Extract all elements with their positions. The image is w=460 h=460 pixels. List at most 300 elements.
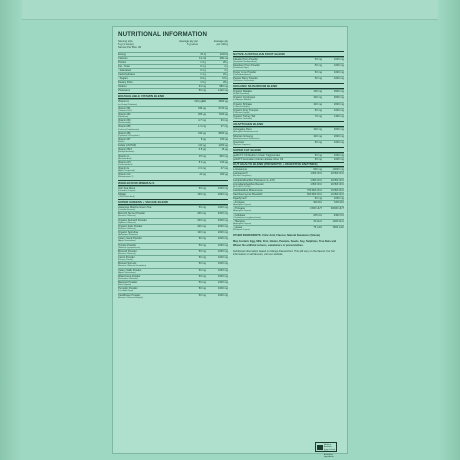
row-name: Vitamin B5 xyxy=(118,125,131,129)
row-subname: (Ascorbic Acid) xyxy=(118,157,132,160)
row-per-serve: 1 Bill CFU xyxy=(310,172,322,176)
row-per-100g: 2 g xyxy=(224,69,228,73)
row-per-serve: 14 cal xyxy=(199,57,206,61)
gut-row xyxy=(233,167,344,171)
row-per-serve: 360 DU xyxy=(313,201,322,205)
servings-per-box: Serves Per Box: 20 xyxy=(118,46,142,49)
row-subname: (Cordyceps Militaris) xyxy=(233,99,252,102)
other-ingredients: OTHER INGREDIENTS: Citric Acid, Flavour, Natural Sweetener (Stevia) xyxy=(233,234,320,238)
row-subname: (Chondrus Crispus) xyxy=(118,189,136,192)
row-name: Organic Spinach Powder xyxy=(118,218,147,222)
vitamins-row xyxy=(118,172,228,178)
row-per-serve: 15 mg xyxy=(198,154,206,158)
row-subname: (Camellia Sinensis) xyxy=(118,209,136,212)
row-per-100g: 1000 mg xyxy=(217,268,228,272)
greens-row xyxy=(118,205,228,211)
row-per-100g: 400 µg xyxy=(220,173,228,177)
row-per-100g: 1500 LAU xyxy=(332,226,344,230)
row-name: - Cellulase xyxy=(233,213,246,217)
row-per-serve: 500 mg xyxy=(313,168,322,172)
fruits-row xyxy=(233,70,344,76)
row-subname: (>20% Fulvic Acid) xyxy=(118,195,135,198)
row-per-serve: 200 mg xyxy=(197,218,206,222)
row-per-serve: 50 mg xyxy=(198,256,206,260)
row-name: Watercress Powder xyxy=(118,274,141,278)
row-name: DigeZyme® xyxy=(233,196,247,200)
fruit-header: NATIVE AUSTRALIAN FRUIT BLEND xyxy=(233,51,344,57)
minerals-row xyxy=(118,186,228,192)
row-per-serve: 50 mg xyxy=(314,140,322,144)
gut-row xyxy=(233,171,344,177)
row-per-100g: 1000 mg xyxy=(333,64,344,68)
adaptogens-row xyxy=(233,127,344,133)
row-subname: (Pyridoxal 5-Phosphate) xyxy=(118,134,140,137)
row-per-100g: 1000 mg xyxy=(217,243,228,247)
row-per-serve: 50 mg xyxy=(198,237,206,241)
nutrition-row xyxy=(118,72,228,76)
row-name: Organic Cordyceps xyxy=(233,96,256,100)
row-name: Siberian Ginseng xyxy=(233,134,253,138)
row-per-100g: 1000 mg xyxy=(217,186,228,190)
may-contain: May Contain: Egg, Milk, Fish, Gluten, Peanuts, Seeds, Soy, Sulphites, Tree Nuts and Wheat. No artificial colours, sweeteners or preservatives. xyxy=(233,240,337,247)
row-name: Folate (l-MTHF) xyxy=(118,144,137,148)
row-subname: (Biotin) xyxy=(118,141,125,144)
nutrition-row xyxy=(118,80,228,84)
row-subname: (as Retinyl Palmitate) xyxy=(118,103,138,106)
row-subname: (Brassica Oleracea Gemmifera) xyxy=(118,265,147,268)
row-per-serve: 125 mg xyxy=(313,90,322,93)
row-name: Beetroot Powder xyxy=(118,281,138,285)
left-column xyxy=(118,40,228,299)
row-subname: (Nicotinamide) xyxy=(118,122,131,125)
row-per-100g: 16 µg xyxy=(221,148,228,152)
nutrition-panel xyxy=(112,26,348,459)
row-name: Organic King Trumpet xyxy=(233,108,259,112)
kangaroo-icon xyxy=(317,445,323,450)
row-per-serve: 50 mg xyxy=(314,70,322,74)
row-per-serve: 2.3 mg xyxy=(198,167,206,171)
row-name: Vitamin B7 xyxy=(118,137,131,141)
row-subname: (Aspergillus Oryzae) xyxy=(233,204,252,207)
row-name: - Amylase xyxy=(233,201,245,205)
row-per-serve: 366 µg xyxy=(198,112,206,116)
row-per-100g: 20 Bill CFU xyxy=(330,182,344,186)
row-subname: (Brassica Oleracea) xyxy=(118,215,136,218)
row-per-serve: 56 mg xyxy=(198,89,206,93)
row-subname: (Menaquinone-7) xyxy=(118,176,134,179)
row-subname: (Spinacia Oleracea) xyxy=(118,221,136,224)
row-name: Vitamin B1 xyxy=(118,106,131,110)
row-per-serve: 0.1 g xyxy=(200,69,206,73)
row-per-serve: 1.1 g xyxy=(200,73,206,77)
row-per-serve: 113 µg xyxy=(198,144,206,148)
greens-row xyxy=(118,268,228,274)
row-per-serve: 50 mg xyxy=(314,58,322,61)
row-per-100g: 6720 µg xyxy=(218,106,228,110)
row-per-100g: 1000 mg xyxy=(333,76,344,80)
serving-size-label: Serving size xyxy=(118,40,133,43)
row-name: Finger Lime Powder xyxy=(233,70,257,74)
vitamins-row xyxy=(118,99,228,105)
row-per-100g: 1000 mg xyxy=(217,281,228,285)
row-per-100g: 7200 DU xyxy=(333,201,344,205)
fat-table xyxy=(233,153,344,161)
row-name: Organic Spirulina xyxy=(118,231,138,235)
row-per-100g: 2000 mg xyxy=(217,192,228,196)
row-name: Astragalus Root xyxy=(233,128,252,132)
row-per-100g: 680 mg xyxy=(219,85,228,89)
row-per-serve: 50 mg xyxy=(198,287,206,291)
row-name: - Saturated xyxy=(118,69,131,73)
row-subname: (Brassica Oleracea) xyxy=(118,252,136,255)
row-per-100g: 20 Bill CFU xyxy=(330,172,344,176)
row-subname: (Nasturtium Officinale) xyxy=(118,277,138,280)
row-subname: (Cucurbita Pepo) xyxy=(118,290,134,293)
row-subname: (Aspergillus Oryzae) xyxy=(233,210,252,213)
row-name: Organic Turkey Tail xyxy=(233,115,256,118)
row-per-100g: 2000 mg xyxy=(333,134,344,138)
row-per-serve: 50 mg xyxy=(198,206,206,210)
row-per-100g: 4000 mg xyxy=(217,218,228,222)
col-serve-2: 5 g serve xyxy=(186,43,198,46)
row-name: Organic Maitake xyxy=(233,90,252,93)
mineral-table xyxy=(118,186,228,199)
row-subname: (Grifola Frondosa) xyxy=(233,93,250,96)
row-per-100g: 280 cal xyxy=(219,57,228,61)
row-name: Vitamin B6 xyxy=(118,131,131,135)
row-per-serve: 1500 HUT xyxy=(310,207,322,211)
row-per-100g: 1000 mg xyxy=(333,108,344,112)
row-subname: (Trichoderma Longibrachiatum) xyxy=(233,216,261,219)
row-subname: (Sophora Japonica) xyxy=(233,143,251,146)
row-per-100g: 1000 mg xyxy=(333,154,344,157)
vitamin-header: BIOAVAILABLE VITAMIN BLEND xyxy=(118,93,228,99)
row-per-100g: 160 µg xyxy=(220,137,228,141)
vitamins-row xyxy=(118,118,228,124)
row-per-100g: 27 mg xyxy=(220,125,228,129)
row-per-100g: 1220 kj xyxy=(219,53,228,56)
fruits-row xyxy=(233,57,344,63)
fruit-table xyxy=(233,57,344,82)
row-per-100g: 1000 mg xyxy=(333,196,344,200)
row-subname: (Eleutherococcus Senticosus) xyxy=(233,137,260,140)
row-per-serve: 200 mg xyxy=(197,212,206,216)
row-per-serve: 500 Mill CFU xyxy=(307,192,322,196)
row-name: Vitamin E xyxy=(118,167,130,171)
row-per-100g: 47 mg xyxy=(220,167,228,171)
greens-row xyxy=(118,286,228,292)
row-subname: (NCC ATCC 55730) xyxy=(233,185,251,188)
mushroom-header: ORGANIC MUSHROOM BLEND xyxy=(233,83,344,89)
badge-text: Made in Australia from at least 80% Australian ingredients xyxy=(324,444,336,459)
row-per-serve: 75 LAU xyxy=(313,226,322,230)
made-in-australia-badge xyxy=(315,442,337,459)
row-name: Celery Stalk Powder xyxy=(118,268,142,272)
row-name: Sodium xyxy=(118,85,127,89)
row-per-100g: 7320 µg xyxy=(218,112,228,116)
mushroom-table xyxy=(233,89,344,120)
row-per-100g: 1000 mg xyxy=(333,70,344,74)
row-per-100g: 1000 mg xyxy=(217,274,228,278)
nutrition-row xyxy=(118,68,228,72)
row-per-100g: 1000 mg xyxy=(333,140,344,144)
fat-header: SUPER FAT BLEND xyxy=(233,147,344,153)
row-per-100g: 2500 mg xyxy=(333,90,344,93)
vitamin-table xyxy=(118,99,228,178)
row-per-100g: 4000 mg xyxy=(217,224,228,228)
row-per-100g: 1000 mg xyxy=(217,293,228,297)
row-name: Lactospore® xyxy=(233,172,248,176)
row-per-100g: 29 g xyxy=(222,81,228,85)
box-side-left xyxy=(0,0,22,460)
gut-row xyxy=(233,182,344,188)
row-per-serve: 100 mg xyxy=(313,102,322,106)
row-per-100g: 1000 mg xyxy=(217,237,228,241)
vitamins-row xyxy=(118,143,228,147)
row-per-serve: 50 mg xyxy=(314,158,322,162)
row-per-serve: 433 µg xyxy=(198,131,206,135)
row-subname: (Tasmannia Lanceolata) xyxy=(233,79,255,82)
row-subname: (Pleurotus Eryngii) xyxy=(233,111,250,114)
adaptogen-table xyxy=(233,127,344,146)
row-name: Vitamin K2 xyxy=(118,173,131,177)
row-subname: (Thiamine HCL) xyxy=(118,109,133,112)
row-name: Davidson Plum Powder xyxy=(233,64,260,68)
row-per-serve: 233 µgRE xyxy=(194,100,206,104)
nutrition-row xyxy=(118,56,228,60)
greens-row xyxy=(118,293,228,299)
row-per-100g: 1000 mg xyxy=(217,287,228,291)
row-per-serve: 100 mg xyxy=(197,192,206,196)
row-per-serve: 50 mg xyxy=(198,243,206,247)
row-per-100g: 1200 ALU xyxy=(332,219,344,223)
box-side-right xyxy=(438,0,460,460)
row-name: - Sugars xyxy=(118,77,128,81)
row-per-serve: 50 mg xyxy=(198,293,206,297)
gut-row xyxy=(233,192,344,196)
row-per-100g: 1000 mg xyxy=(217,249,228,253)
right-column xyxy=(233,40,344,459)
nutrition-row xyxy=(118,84,228,88)
row-per-100g: 93 mg xyxy=(220,119,228,123)
gut-table xyxy=(233,167,344,231)
gut-row xyxy=(233,196,344,200)
row-name: Limosilactobacillus Reuteri xyxy=(233,182,264,186)
row-per-serve: 34 mg xyxy=(198,85,206,89)
row-per-100g: 2000 mg xyxy=(333,96,344,100)
fruits-row xyxy=(233,63,344,69)
gut-row xyxy=(233,213,344,219)
row-per-100g: 1000 mg xyxy=(333,158,344,162)
row-subname: (Lentinula Edodes) xyxy=(233,105,250,108)
row-subname: (Rhizopus Oryzae) xyxy=(233,229,250,232)
row-per-serve: 0.8 µg xyxy=(198,148,206,152)
row-name: Vitamin A xyxy=(118,100,129,104)
row-name: Lactobacillus Rhamnosus xyxy=(233,188,263,192)
row-per-serve: 100 mg xyxy=(313,128,322,132)
gut-row xyxy=(233,178,344,182)
row-name: Energy xyxy=(118,53,127,56)
row-per-serve: 200 mg xyxy=(197,224,206,228)
greens-row xyxy=(118,261,228,267)
row-per-serve: 8.0 µg xyxy=(198,160,206,164)
row-per-serve: 1 Bill CFU xyxy=(310,178,322,182)
row-name: Dietary Fibre xyxy=(118,81,133,85)
row-per-100g: 1000 mg xyxy=(217,206,228,210)
row-per-serve: 0.1 g xyxy=(200,65,206,69)
row-per-100g: 30000 HUT xyxy=(330,207,344,211)
row-name: Protein xyxy=(118,61,127,65)
row-subname: (Aspergillus Oryzae) xyxy=(233,222,252,225)
row-per-serve: 165 CU xyxy=(313,213,322,217)
row-name: L-Glutamine xyxy=(233,168,248,172)
row-per-100g: 2000 mg xyxy=(333,102,344,106)
greens-table xyxy=(118,205,228,299)
gut-row xyxy=(233,206,344,212)
row-subname: (Terminalia Ferdinandiana) xyxy=(233,61,257,64)
row-per-100g: 1120 mg xyxy=(218,89,228,93)
row-per-serve: 50 mg xyxy=(314,108,322,112)
row-per-serve: 50 mg xyxy=(198,281,206,285)
row-per-100g: 2000 mg xyxy=(333,128,344,132)
row-subname: (Beta Vulgaris) xyxy=(118,284,132,287)
row-subname: (Calcium Pantothenate) xyxy=(118,128,140,131)
row-per-serve: 1.3 g xyxy=(200,61,206,65)
row-per-100g: 1400 mg xyxy=(333,115,344,118)
nutrition-table xyxy=(118,52,228,92)
row-subname: (Apium Graveolens) xyxy=(118,240,136,243)
row-name: Lactiplantibacillus Plantarum (L-137) xyxy=(233,178,275,182)
row-name: goMCT® C8 Medium Chain Triglycerides xyxy=(233,154,281,157)
row-per-serve: 50 mg xyxy=(198,262,206,266)
nutrition-row xyxy=(118,60,228,64)
col-serve-1: Average qty per xyxy=(179,40,198,43)
row-per-serve: 50 mg xyxy=(198,249,206,253)
vitamins-row xyxy=(118,147,228,153)
row-name: Cauliflower Powder xyxy=(118,293,141,297)
row-name: Pepper Berry Powder xyxy=(233,76,258,80)
row-per-100g: 8660 µg xyxy=(218,131,228,135)
row-name: Calories xyxy=(118,57,128,61)
row-subname: (Brassica Oleracea Botrytis) xyxy=(118,296,143,299)
row-per-serve: 336 µg xyxy=(198,106,206,110)
row-subname: (Brassica Oleracea) xyxy=(118,227,136,230)
row-per-100g: 2 g xyxy=(224,65,228,69)
fats-row xyxy=(233,157,344,161)
serving-header xyxy=(118,40,228,49)
row-subname: (Methylcobalamin) xyxy=(118,151,135,154)
vitamins-row xyxy=(118,154,228,160)
row-per-serve: 1 Bill CFU xyxy=(310,182,322,186)
mushrooms-row xyxy=(233,95,344,101)
row-per-100g: 4000 mg xyxy=(217,212,228,216)
flavour-note: Nutritional information based on Mango Passionfruit. This will vary on the flavour. For full information on all flavours, visit our website. xyxy=(233,249,335,257)
greens-header: SUPER GREENS + VEGGIE BLEND xyxy=(118,199,228,205)
row-per-100g: 10 Bill CFU xyxy=(330,192,344,196)
row-per-100g: 1000 mg xyxy=(333,58,344,61)
row-name: Vitamin B12 xyxy=(118,148,132,152)
row-per-serve: 20 µg xyxy=(199,173,206,177)
mushrooms-row xyxy=(233,89,344,95)
row-name: Celery Seed Powder xyxy=(118,237,142,241)
adaptogen-header: ADAPTOGEN BLEND xyxy=(233,121,344,127)
row-per-serve: 0.0 g xyxy=(200,77,206,81)
greens-row xyxy=(118,236,228,242)
row-per-serve: 1.5 g xyxy=(200,81,206,85)
row-subname: (Alpha Tocopherol) xyxy=(118,170,135,173)
row-name: Organic Shiitake xyxy=(233,102,253,106)
row-name: - Lipase xyxy=(233,226,243,230)
row-per-serve: 8 µg xyxy=(200,137,206,141)
row-name: Vitamin D3 xyxy=(118,160,131,164)
row-per-100g: 1000 mg xyxy=(217,256,228,260)
row-per-100g: 26 g xyxy=(222,61,228,65)
row-subname: (Cholecalciferol) xyxy=(118,163,133,166)
row-name: - Protease xyxy=(233,207,245,211)
col-100-1: Average qty xyxy=(213,40,228,43)
serving-size-value: 5 g (1 scoop) xyxy=(118,43,134,46)
nutrition-row xyxy=(118,88,228,92)
row-name: Potassium xyxy=(118,89,131,93)
row-subname: (Apium Graveolens) xyxy=(118,271,136,274)
row-name: Vitamin B3 xyxy=(118,119,131,123)
row-name: Vitamin C xyxy=(118,154,130,158)
row-per-100g: 2000 mg xyxy=(217,231,228,235)
row-subname: (Arthrospira Platensis) xyxy=(118,234,138,237)
row-name: Broccoli Powder xyxy=(118,249,137,253)
row-per-100g: 300 mg xyxy=(219,154,228,158)
row-per-serve: 61 kj xyxy=(200,53,206,56)
row-per-serve: 100 mg xyxy=(313,134,322,138)
row-per-serve: 60 ALU xyxy=(313,219,322,223)
row-per-serve: 50 mg xyxy=(198,186,206,190)
row-per-serve: 750 Mill CFU xyxy=(307,188,322,192)
row-per-serve: 50 mg xyxy=(314,64,322,68)
row-per-serve: 100 mg xyxy=(197,231,206,235)
row-per-100g: 10000 mg xyxy=(332,168,344,172)
row-name: Broccoli Sprout Powder xyxy=(118,212,146,216)
row-per-100g: 3300 CU xyxy=(333,213,344,217)
row-name: goFAT® Australian Cobram Estate Olive Oil xyxy=(233,158,284,162)
row-per-serve: 100 mg xyxy=(313,96,322,100)
row-name: Carrot Powder xyxy=(118,256,135,260)
row-per-100g: 2260 µg xyxy=(218,144,228,148)
row-name: Organic Kale Powder xyxy=(118,224,143,228)
row-per-serve: 4.7 mg xyxy=(198,119,206,123)
gut-header: GUT HEALTH BLEND (PROBIOTIC + DIGESTIVE ENZYMES) xyxy=(233,162,344,167)
row-name: - Tilactose xyxy=(233,219,245,223)
row-per-100g: 20 Bill CFU xyxy=(330,178,344,182)
row-name: Irish Sea Moss xyxy=(118,186,136,190)
greens-row xyxy=(118,211,228,217)
mushrooms-row xyxy=(233,102,344,108)
nutrition-row xyxy=(118,76,228,80)
row-per-100g: 4660 µg xyxy=(218,100,228,104)
row-name: Saccharomyces Boulardii xyxy=(233,192,263,196)
row-subname: (Astragalus Membranaceus) xyxy=(233,131,259,134)
row-name: Fat - Total xyxy=(118,65,130,69)
row-per-100g: 15 Bill CFU xyxy=(330,188,344,192)
row-subname: (Solanum Lycopersicum) xyxy=(118,246,141,249)
row-per-serve: 50 mg xyxy=(314,154,322,157)
row-per-serve: 70 mg xyxy=(314,115,322,118)
row-subname: (Trametes Versicolor) xyxy=(233,118,253,121)
row-name: Carbohydrates xyxy=(118,73,136,77)
greens-row xyxy=(118,243,228,249)
vitamins-row xyxy=(118,124,228,130)
row-name: Vitamin B2 xyxy=(118,112,131,116)
fats-row xyxy=(233,153,344,157)
